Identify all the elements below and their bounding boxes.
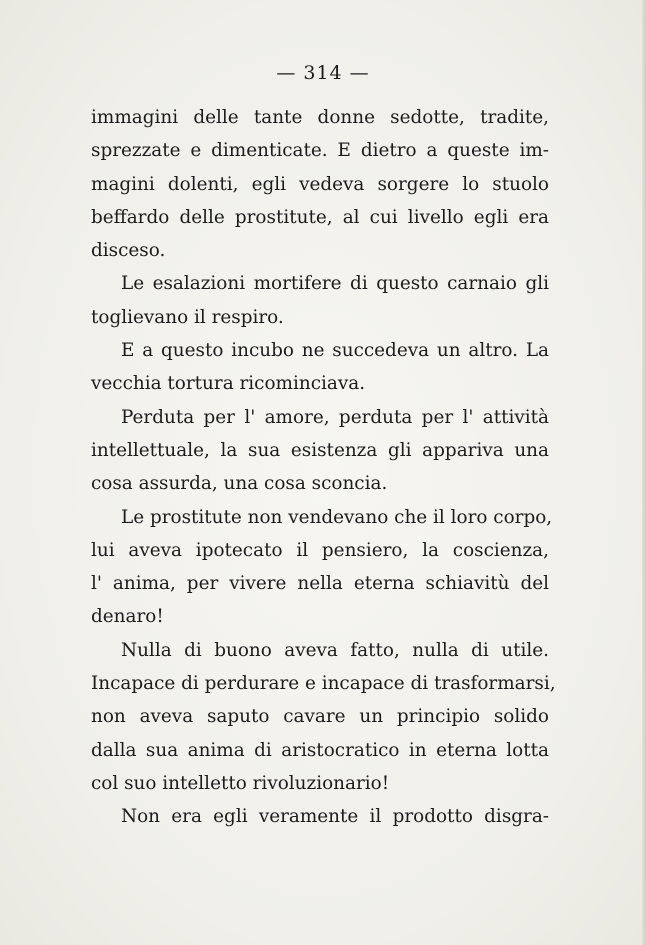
text-line: vecchia tortura ricominciava. [91,373,366,395]
text-line: lui aveva ipotecato il pensiero, la coscienza, [91,539,549,561]
text-line: cosa assurda, una cosa sconcia. [91,473,388,495]
text-line: intellettuale, la sua esistenza gli appariva una [91,439,549,461]
text-line: disceso. [91,240,166,262]
text-line: col suo intelletto rivoluzionario! [91,772,390,794]
text-line: l' anima, per vivere nella eterna schiavitù del [91,573,549,595]
text-line: Incapace di perdurare e incapace di trasformarsi, [91,673,556,695]
page-edge-shadow [642,0,646,945]
text-line: magini dolenti, egli vedeva sorgere lo stuolo [91,173,549,195]
text-line: Le prostitute non vendevano che il loro corpo, [121,506,553,528]
text-line: Non era egli veramente il prodotto disgra- [121,806,549,828]
body-text [91,101,556,834]
text-line: Perduta per l' amore, perduta per l' attività [121,406,549,428]
text-line: E a questo incubo ne succedeva un altro. La [121,340,549,362]
text-line: beffardo delle prostitute, al cui livello egli era [91,206,549,228]
page-number: — 314 — [276,62,370,84]
text-line: immagini delle tante donne sedotte, tradite, [91,107,549,128]
text-line: sprezzate e dimenticate. E dietro a queste im- [91,140,549,162]
text-line: denaro! [91,606,164,628]
text-line: toglievano il respiro. [91,306,284,328]
text-line: Le esalazioni mortifere di questo carnaio gli [121,273,549,295]
text-line: Nulla di buono aveva fatto, nulla di utile. [121,639,549,661]
text-line: non aveva saputo cavare un principio solido [91,706,549,728]
text-line: dalla sua anima di aristocratico in eterna lotta [91,739,549,761]
